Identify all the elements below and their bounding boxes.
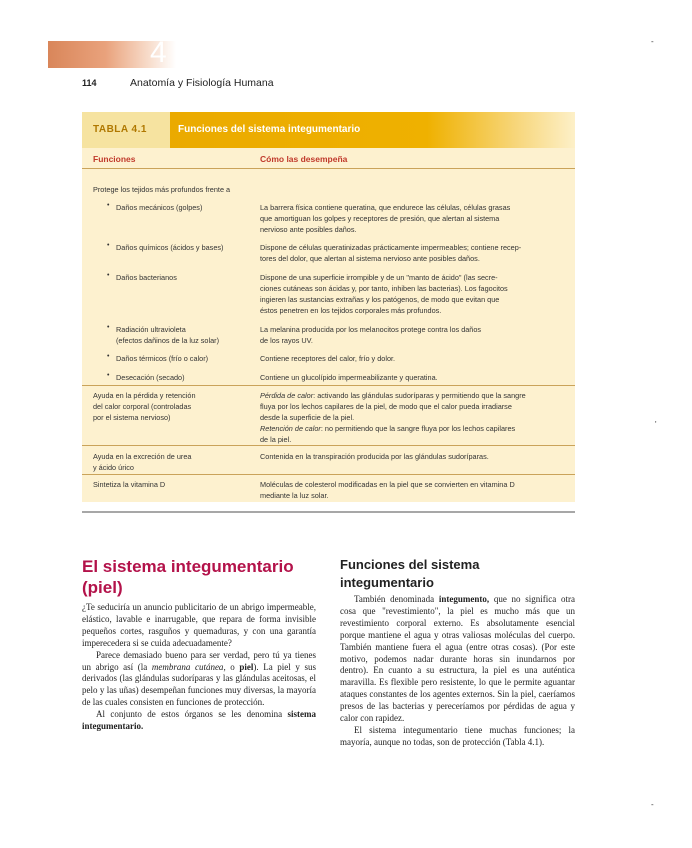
- row-how: Dispone de células queratinizadas prácticamente impermeables; contiene recep- tores del dolor, que alertan al sistema nervioso ante posibles daños.: [260, 243, 522, 263]
- row-how: Dispone de una superficie irrompible y de un "manto de ácido" (las secre- ciones cutáneas son ácidas y, por tanto, inhiben las bacterias). Los fagocitos ingieren las sustancias extrañas y los patógenos, de modo que evitan que éstos penetren en los tejidos corporales más profundos.: [260, 273, 508, 315]
- table-label: TABLA 4.1: [93, 124, 147, 135]
- table-bottom-rule: [82, 511, 575, 513]
- bullet-icon: •: [107, 324, 110, 331]
- row-how: Contiene receptores del calor, frío y dolor.: [260, 354, 396, 363]
- paragraph: ¿Te seduciría un anuncio publicitario de un abrigo impermeable, elástico, lavable e inarrugable, que repara de forma invisible pequeños cortes, rasguños y quemaduras, y con una garantía imperecedera si se cuida adecuadamente?: [82, 602, 316, 648]
- crop-mark: -: [651, 37, 654, 46]
- chapter-number: 4: [150, 36, 167, 69]
- section-heading-skin: El sistema integumentario (piel): [82, 557, 294, 597]
- row-how: Contiene un glucolípido impermeabilizante y queratina.: [260, 373, 438, 382]
- bullet-icon: •: [107, 353, 110, 360]
- page-number: 114: [82, 78, 97, 88]
- table-divider: [82, 385, 575, 386]
- row-how: Pérdida de calor: activando las glándulas sudoríparas y permitiendo que la sangre fluya por los lechos capilares de la piel, de modo que el calor pueda irradiarse desde la superficie de la piel.: [260, 391, 526, 422]
- crop-mark: -: [651, 800, 654, 809]
- group-intro: Protege los tejidos más profundos frente a: [93, 185, 231, 194]
- row-function: Daños químicos (ácidos y bases): [116, 243, 224, 252]
- row-how: Moléculas de colesterol modificadas en la piel que se convierten en vitamina D mediante la luz solar.: [260, 480, 515, 500]
- row-function: Ayuda en la pérdida y retención del calor corporal (controladas por el sistema nervioso): [93, 391, 196, 422]
- table-divider: [82, 168, 575, 169]
- row-function: Daños térmicos (frío o calor): [116, 354, 209, 363]
- bullet-icon: •: [107, 242, 110, 249]
- row-how: Contenida en la transpiración producida por las glándulas sudoríparas.: [260, 452, 489, 461]
- right-body: [340, 594, 575, 749]
- bullet-icon: •: [107, 372, 110, 379]
- section-heading-functions: Funciones del sistema integumentario: [340, 557, 480, 590]
- table-title: Funciones del sistema integumentario: [178, 124, 361, 135]
- row-function: Daños mecánicos (golpes): [116, 203, 203, 212]
- row-how: La barrera física contiene queratina, que endurece las células, células grasas que amortiguan los golpes y receptores de presión, que alertan al sistema nervioso ante posibles daños.: [260, 203, 511, 234]
- term-heat-loss: Pérdida de calor: [260, 391, 314, 400]
- running-title: Anatomía y Fisiología Humana: [130, 77, 274, 89]
- row-function: Ayuda en la excreción de urea y ácido úrico: [93, 452, 192, 472]
- col-header-functions: Funciones: [93, 154, 136, 164]
- bullet-icon: •: [107, 272, 110, 279]
- crop-mark: ': [655, 420, 657, 429]
- left-body: [82, 602, 316, 733]
- table-divider: [82, 445, 575, 446]
- row-how: La melanina producida por los melanocitos protege contra los daños de los rayos UV.: [260, 325, 482, 345]
- paragraph: Parece demasiado bueno para ser verdad, pero tú ya tienes un abrigo así (la membrana cutánea, o piel). La piel y sus derivados (las glándulas sudoríparas y las glándulas aceitosas, el pelo y las uñas) desempeñan funciones muy diversas, la mayoría de las cuales consisten en funciones de protección.: [82, 649, 316, 708]
- row-function: Daños bacterianos: [116, 273, 177, 282]
- term-heat-retention: Retención de calor: [260, 424, 321, 433]
- row-how: Retención de calor: no permitiendo que la sangre fluya por los lechos capilares de la piel.: [260, 424, 516, 444]
- table-divider: [82, 474, 575, 475]
- table-header-bar: [82, 112, 575, 148]
- paragraph: También denominada integumento, que no significa otra cosa que "revestimiento", la piel es mucho más que un revestimiento corporal externo. Es absolutamente esencial porque mantiene el agua y otras valiosas moléculas del cuerpo. También mantiene fuera el agua (entre otras cosas). (Por este motivo, podemos nadar durante horas sin inundarnos por dentro). En cuanto a su estructura, la piel es una auténtica maravilla. Es flexible pero resistente, lo que le permite aguantar ataques constantes de los agentes externos. Sin la piel, caeríamos presos de las bacterias y pereceríamos por pérdidas de agua y calor con rapidez.: [340, 594, 575, 724]
- row-function: Radiación ultravioleta (efectos dañinos de la luz solar): [116, 325, 220, 345]
- row-function: Sintetiza la vitamina D: [93, 480, 166, 489]
- paragraph: Al conjunto de estos órganos se les denomina sistema integumentario.: [82, 709, 316, 732]
- row-function: Desecación (secado): [116, 373, 185, 382]
- paragraph: El sistema integumentario tiene muchas funciones; la mayoría, aunque no todas, son de protección (Tabla 4.1).: [340, 724, 575, 747]
- col-header-how: Cómo las desempeña: [260, 154, 348, 164]
- bullet-icon: •: [107, 202, 110, 209]
